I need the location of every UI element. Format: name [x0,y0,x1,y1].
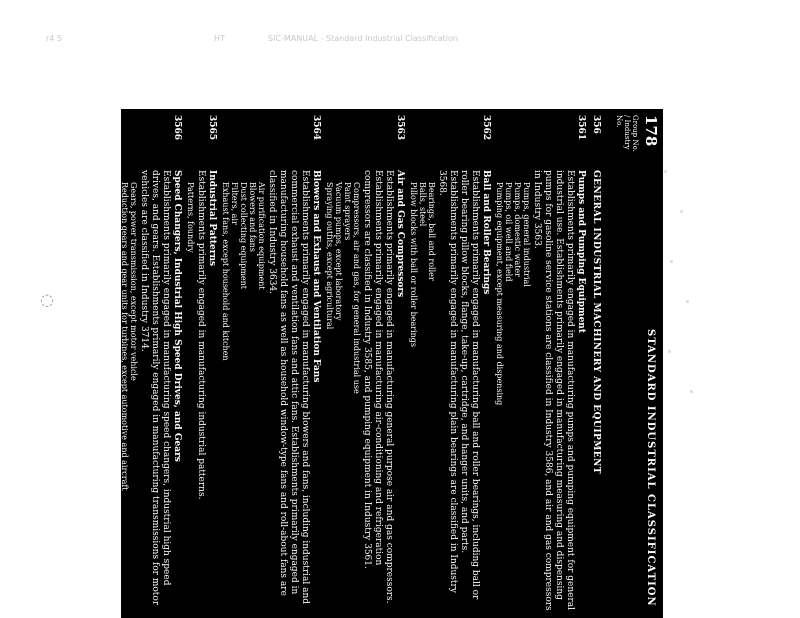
page-body [116,115,601,615]
product-line: Paint sprayers [343,182,352,241]
industry-code: 3566 [172,115,182,141]
industry-title: Industrial Patterns [207,170,217,267]
industry-title: Blowers and Exhaust and Ventilation Fans [311,170,321,383]
industry-title: Ball and Roller Bearings [481,170,491,295]
product-line: Pumps, oil well and field [504,182,513,282]
product-line: Gears, power transmission, except motor vehicle [129,182,138,381]
group-code: 356 [591,115,601,134]
product-line: Pumps, domestic water [513,182,522,277]
product-line: Spraying outfits, except agricultural [325,182,334,330]
product-line: Balls, steel [418,182,427,227]
header-right-text: SIC-MANUAL - Standard Industrial Classification [268,34,458,43]
product-line: Pillow blocks with ball or roller bearings [409,182,418,348]
industry-entry [325,115,405,615]
column-heading: Group No. / Industry No. [615,115,639,152]
industry-code: 3565 [207,115,217,141]
product-line: Compressors, air and gas, for general industrial use [352,182,361,394]
industry-description: Establishments primarily engaged in manufacturing pumps and pumping equipment for general industrial use. Establishments primarily engaged in manufacturing measuring and dispensing pumps for gasoline service stations are classified in Industry 3586, and air and gas compressors in Industry 3563. [532,170,575,611]
running-title: STANDARD INDUSTRIAL CLASSIFICATION [645,329,656,607]
product-line: Pumps, general industrial [522,182,531,287]
header-middle-text: HT [214,34,225,43]
group-heading [590,115,601,615]
product-line: Reduction gears and gear units for turbines, except automotive and aircraft [120,182,129,491]
product-line: Dust collecting equipment [239,182,248,290]
industry-description: Establishments primarily engaged in manufacturing industrial patterns. [196,170,206,500]
scanned-page [121,109,663,618]
group-title: GENERAL INDUSTRIAL MACHINERY AND EQUIPMENT [591,170,601,475]
product-line: Blowers and fans [248,182,257,252]
industry-description: Establishments primarily engaged in manufacturing general purpose air and gas compressors. Establishments primarily engaged in manufacturing air-conditioning and refrigeration compressors are classified in Industry 3585, and pumping equipment in Industry 3561. [362,170,394,604]
industry-description: Establishments primarily engaged in manufacturing speed changers, industrial high speed drives, and gears. Establishments primarily engaged in manufacturing transmissions for motor vehicles are classified in Industry 3714. [139,170,171,606]
rotated-page-content [121,109,663,618]
scan-noise [660,140,700,440]
scanner-header-strip [0,30,800,50]
header-left-text: r4 5 [46,34,63,43]
industry-code: 3563 [395,115,405,141]
product-line: Exhaust fans, except household and kitchen [221,182,230,361]
product-line: Filters, air [230,182,239,225]
product-line: Patterns, foundry [186,182,195,253]
industry-code: 3561 [576,115,586,141]
product-line: Vacuum pumps, except laboratory [334,182,343,321]
product-line: Bearings, ball and roller [427,182,436,281]
industry-title: Air and Gas Compressors [395,170,405,298]
industry-entry [221,115,321,615]
industry-entry [186,115,217,615]
industry-code: 3564 [311,115,321,141]
industry-entry [495,115,586,615]
industry-entry [409,115,491,615]
industry-code: 3562 [481,115,491,141]
product-line: Air purification equipment [257,182,266,290]
industry-description: Establishments primarily engaged in manufacturing blowers and fans, including industrial and commercial exhaust and ventilation fans and attic fans. Establishments primarily engaged in manufacturing household fans as well as household window-type fans and roll-about fans are classified in Industry 3634. [267,170,310,605]
industry-title: Speed Changers, Industrial High Speed Drives, and Gears [172,170,182,462]
industry-title: Pumps and Pumping Equipment [576,170,586,334]
industry-description: Establishments primarily engaged in manufacturing ball and roller bearings, including ball or roller bearing pillow blocks, flange, take-up, cartridge, and hanger units, and parts. Establishments primarily engaged in manufacturing plain bearings are classified in Industry 3568. [437,170,480,600]
product-line: Pumping equipment, except measuring and dispensing [495,182,504,406]
industry-entry [120,115,182,615]
page-number: 178 [642,115,660,147]
binding-hole-mark: ◌ [40,290,54,309]
